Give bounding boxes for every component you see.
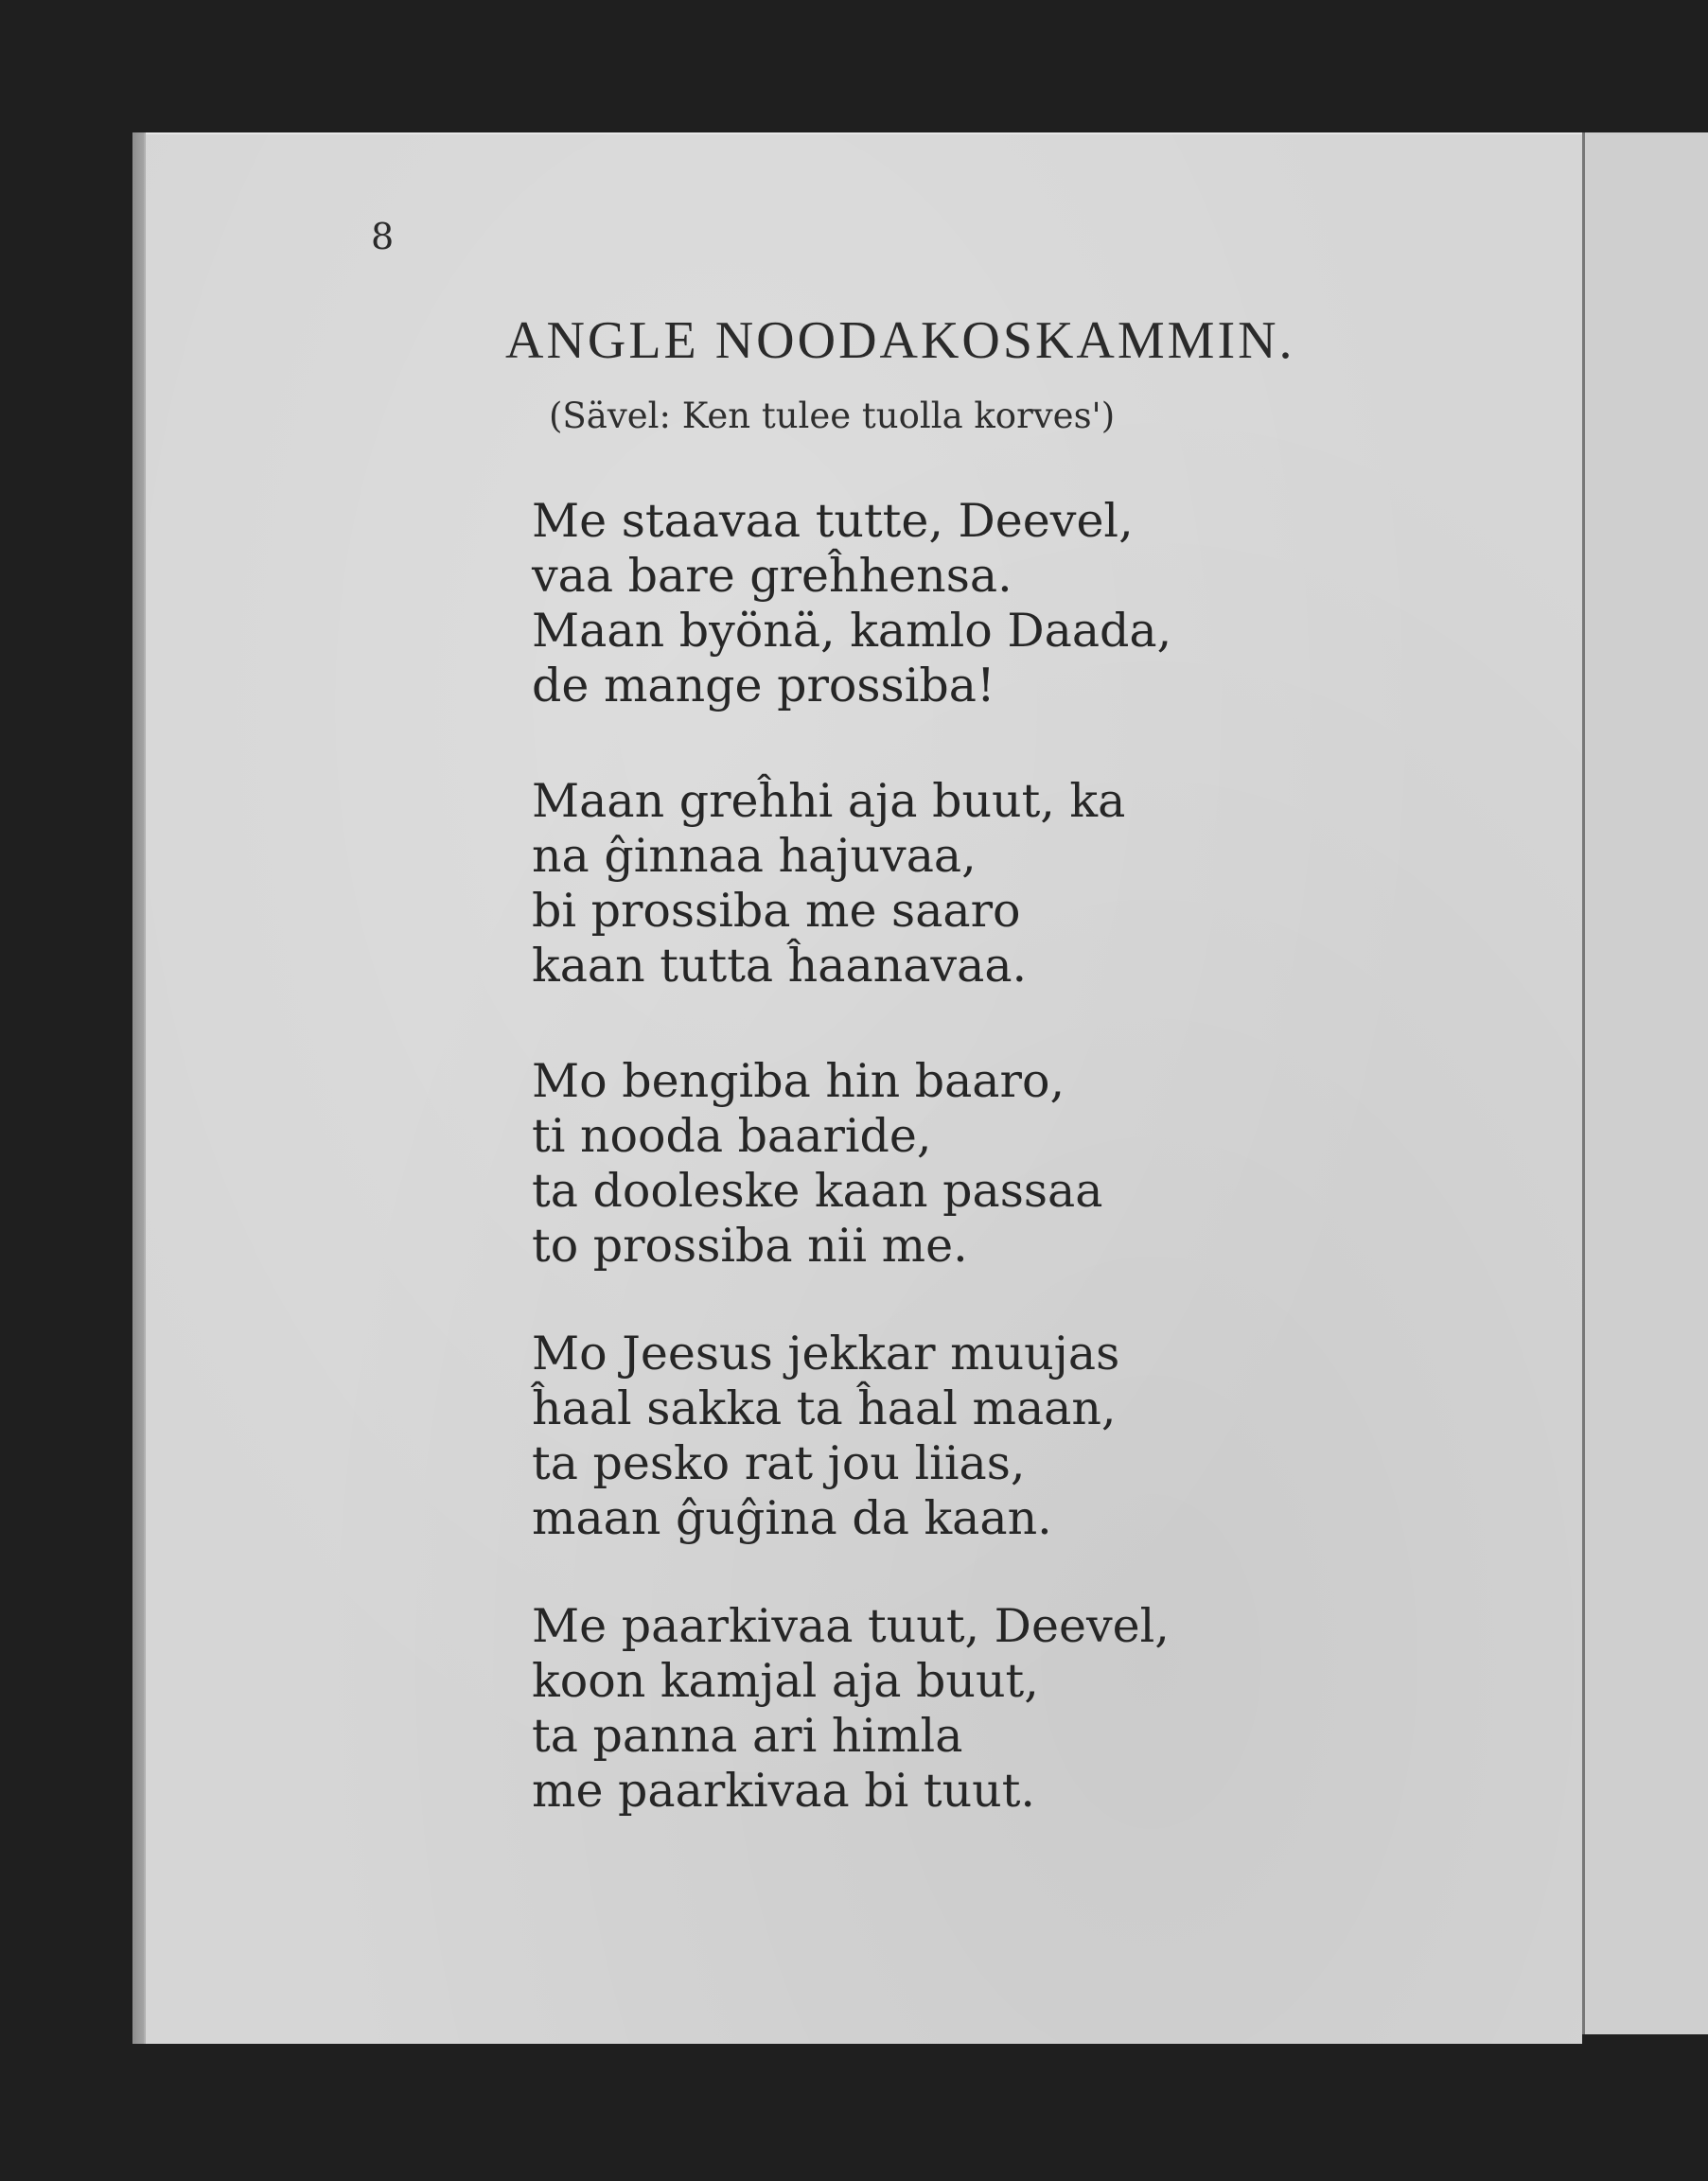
verse-line: Mo Jeesus jekkar muujas xyxy=(532,1327,1120,1381)
verse-line: ta dooleske kaan passaa xyxy=(532,1164,1103,1218)
verse-line: maan ĝuĝina da kaan. xyxy=(532,1491,1052,1545)
verse-line: de mange prossiba! xyxy=(532,659,995,712)
stanza-1 xyxy=(532,494,1171,713)
verse-line: na ĝinnaa hajuvaa, xyxy=(532,829,977,883)
verse-line: kaan tutta ĥaanavaa. xyxy=(532,939,1028,993)
book-page xyxy=(144,132,1582,2044)
verse-line: me paarkivaa bi tuut. xyxy=(532,1764,1035,1818)
verse-line: ti nooda baaride, xyxy=(532,1109,932,1163)
page-title: ANGLE NOODAKOSKAMMIN. xyxy=(505,311,1295,370)
verse-line: ĥaal sakka ta ĥaal maan, xyxy=(532,1381,1117,1435)
stanza-4 xyxy=(532,1327,1119,1546)
next-page-sliver xyxy=(1582,132,1708,2034)
verse-line: koon kamjal aja buut, xyxy=(532,1654,1039,1708)
verse-line: Maan greĥhi aja buut, ka xyxy=(532,774,1126,828)
stanza-3 xyxy=(532,1054,1102,1274)
verse-line: Me paarkivaa tuut, Deevel, xyxy=(532,1599,1170,1653)
stanza-2 xyxy=(532,774,1125,994)
verse-line: ta pesko rat jou liias, xyxy=(532,1436,1026,1490)
verse-line: bi prossiba me saaro xyxy=(532,884,1021,938)
verse-line: vaa bare greĥhensa. xyxy=(532,549,1012,603)
page-subtitle: (Sävel: Ken tulee tuolla korves') xyxy=(549,396,1116,436)
verse-line: to prossiba nii me. xyxy=(532,1219,968,1273)
verse-line: Mo bengiba hin baaro, xyxy=(532,1054,1065,1108)
verse-line: ta panna ari himla xyxy=(532,1709,963,1763)
page-number: 8 xyxy=(371,216,395,257)
verse-line: Maan byönä, kamlo Daada, xyxy=(532,604,1172,658)
verse-line: Me staavaa tutte, Deevel, xyxy=(532,494,1134,548)
stanza-5 xyxy=(532,1599,1170,1819)
